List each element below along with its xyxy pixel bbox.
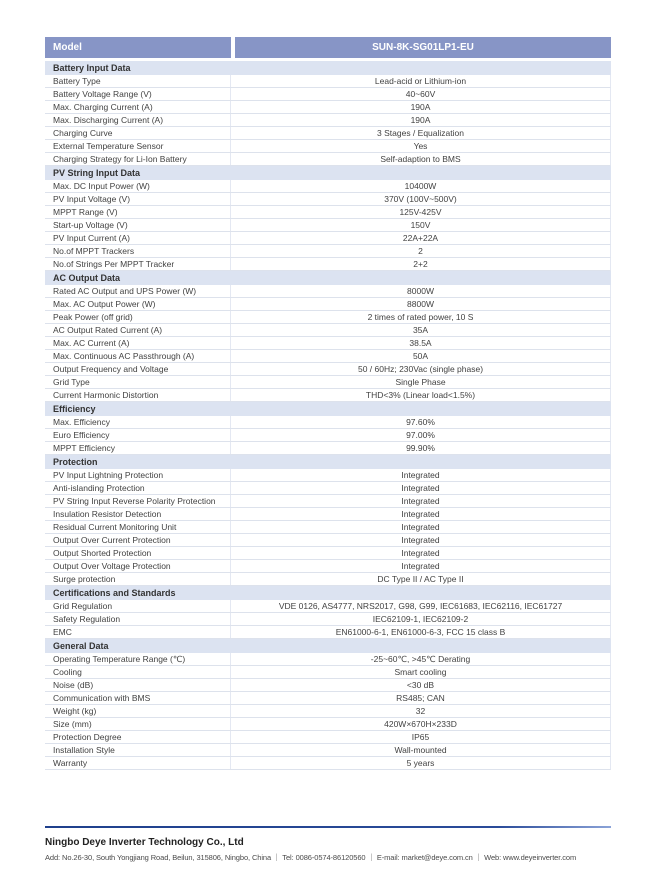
spec-row-label: PV String Input Reverse Polarity Protection bbox=[45, 495, 231, 507]
model-header-row bbox=[45, 37, 611, 58]
spec-row-value: Integrated bbox=[401, 470, 440, 480]
spec-row-label: No.of Strings Per MPPT Tracker bbox=[45, 258, 231, 270]
spec-row-label: Weight (kg) bbox=[45, 705, 231, 717]
spec-row bbox=[45, 495, 611, 508]
spec-row-label: PV Input Lightning Protection bbox=[45, 469, 231, 481]
spec-row bbox=[45, 363, 611, 376]
spec-row bbox=[45, 140, 611, 153]
spec-row bbox=[45, 705, 611, 718]
model-header-value: SUN-8K-SG01LP1-EU bbox=[235, 37, 611, 58]
company-name: Ningbo Deye Inverter Technology Co., Ltd bbox=[45, 837, 244, 848]
spec-row bbox=[45, 232, 611, 245]
spec-row-value: 38.5A bbox=[409, 338, 432, 348]
model-header-label: Model bbox=[45, 37, 231, 58]
spec-row-value: 8800W bbox=[407, 299, 434, 309]
spec-row bbox=[45, 757, 611, 770]
spec-row bbox=[45, 193, 611, 206]
spec-row-value: Integrated bbox=[401, 535, 440, 545]
spec-row-label: Max. DC Input Power (W) bbox=[45, 180, 231, 192]
spec-row-value: 370V (100V~500V) bbox=[384, 194, 457, 204]
spec-row-label: Current Harmonic Distortion bbox=[45, 389, 231, 401]
spec-row bbox=[45, 324, 611, 337]
section-header: Certifications and Standards bbox=[45, 586, 611, 600]
spec-row bbox=[45, 75, 611, 88]
spec-row bbox=[45, 245, 611, 258]
spec-row bbox=[45, 88, 611, 101]
spec-row-value: Integrated bbox=[401, 548, 440, 558]
spec-row-value: 10400W bbox=[404, 181, 437, 191]
section-header: Battery Input Data bbox=[45, 61, 611, 75]
spec-row-value: Self-adaption to BMS bbox=[380, 154, 461, 164]
spec-row-value: RS485; CAN bbox=[396, 693, 445, 703]
section-header: PV String Input Data bbox=[45, 166, 611, 180]
spec-row-label: Noise (dB) bbox=[45, 679, 231, 691]
spec-row-label: Max. Continuous AC Passthrough (A) bbox=[45, 350, 231, 362]
spec-row-value: -25~60℃, >45℃ Derating bbox=[370, 653, 471, 664]
spec-row bbox=[45, 298, 611, 311]
spec-row-value: Smart cooling bbox=[394, 667, 447, 677]
spec-row-label: AC Output Rated Current (A) bbox=[45, 324, 231, 336]
spec-row-value: 50A bbox=[412, 351, 429, 361]
spec-row bbox=[45, 573, 611, 586]
spec-row-label: PV Input Current (A) bbox=[45, 232, 231, 244]
spec-row-label: PV Input Voltage (V) bbox=[45, 193, 231, 205]
footer-divider bbox=[45, 826, 611, 828]
spec-row-value: Integrated bbox=[401, 522, 440, 532]
spec-row-label: Installation Style bbox=[45, 744, 231, 756]
spec-row-label: Insulation Resistor Detection bbox=[45, 508, 231, 520]
spec-row-value: Lead-acid or Lithium-ion bbox=[374, 76, 467, 86]
spec-row bbox=[45, 337, 611, 350]
spec-row-value: 190A bbox=[410, 115, 431, 125]
spec-row-value: 97.00% bbox=[406, 430, 435, 440]
spec-row bbox=[45, 153, 611, 166]
spec-row-label: Max. AC Output Power (W) bbox=[45, 298, 231, 310]
spec-row-label: Safety Regulation bbox=[45, 613, 231, 625]
spec-row-value: 2+2 bbox=[413, 259, 428, 269]
spec-row-label: Max. Efficiency bbox=[45, 416, 231, 428]
spec-row-value: IP65 bbox=[411, 732, 430, 742]
spec-row-label: Rated AC Output and UPS Power (W) bbox=[45, 285, 231, 297]
spec-row bbox=[45, 258, 611, 271]
spec-row-label: Max. Charging Current (A) bbox=[45, 101, 231, 113]
spec-row bbox=[45, 101, 611, 114]
spec-row-value: Yes bbox=[413, 141, 428, 151]
spec-row-label: Charging Curve bbox=[45, 127, 231, 139]
spec-row bbox=[45, 600, 611, 613]
spec-row bbox=[45, 534, 611, 547]
spec-row-value: 99.90% bbox=[406, 443, 435, 453]
spec-row-label: Output Frequency and Voltage bbox=[45, 363, 231, 375]
spec-row-value: 97.60% bbox=[406, 417, 435, 427]
spec-row-label: No.of MPPT Trackers bbox=[45, 245, 231, 257]
spec-sheet bbox=[45, 37, 611, 770]
spec-row bbox=[45, 508, 611, 521]
spec-row-label: Anti-islanding Protection bbox=[45, 482, 231, 494]
spec-row bbox=[45, 442, 611, 455]
spec-row bbox=[45, 731, 611, 744]
spec-row-value: DC Type II / AC Type II bbox=[377, 574, 464, 584]
spec-row-label: Surge protection bbox=[45, 573, 231, 585]
spec-row bbox=[45, 180, 611, 193]
spec-row-label: Operating Temperature Range (℃) bbox=[45, 653, 231, 665]
spec-row-label: Residual Current Monitoring Unit bbox=[45, 521, 231, 533]
spec-row-label: Max. AC Current (A) bbox=[45, 337, 231, 349]
spec-row bbox=[45, 389, 611, 402]
spec-row-value: IEC62109-1, IEC62109-2 bbox=[372, 614, 469, 624]
spec-row bbox=[45, 482, 611, 495]
spec-row-value: <30 dB bbox=[406, 680, 435, 690]
spec-row-label: MPPT Efficiency bbox=[45, 442, 231, 454]
spec-row bbox=[45, 311, 611, 324]
spec-row-value: 40~60V bbox=[405, 89, 436, 99]
spec-row-label: Peak Power (off grid) bbox=[45, 311, 231, 323]
spec-row-value: 5 years bbox=[406, 758, 435, 768]
spec-row bbox=[45, 653, 611, 666]
spec-row bbox=[45, 219, 611, 232]
spec-row bbox=[45, 416, 611, 429]
section-header: Protection bbox=[45, 455, 611, 469]
spec-row-label: Output Over Voltage Protection bbox=[45, 560, 231, 572]
spec-row-value: 125V-425V bbox=[399, 207, 442, 217]
spec-row-value: 420W×670H×233D bbox=[384, 719, 457, 729]
spec-row bbox=[45, 547, 611, 560]
spec-row-value: Integrated bbox=[401, 483, 440, 493]
spec-row-value: Integrated bbox=[401, 496, 440, 506]
spec-row-value: 2 bbox=[418, 246, 423, 256]
spec-row-value: 150V bbox=[410, 220, 431, 230]
spec-row-label: Grid Type bbox=[45, 376, 231, 388]
spec-row-label: Warranty bbox=[45, 757, 231, 769]
spec-row-label: Charging Strategy for Li-Ion Battery bbox=[45, 153, 231, 165]
page-footer bbox=[45, 826, 611, 863]
spec-row-label: EMC bbox=[45, 626, 231, 638]
spec-row-value: 35A bbox=[412, 325, 429, 335]
spec-row-value: VDE 0126, AS4777, NRS2017, G98, G99, IEC61683, IEC62116, IEC61727 bbox=[278, 601, 563, 611]
spec-row-label: MPPT Range (V) bbox=[45, 206, 231, 218]
spec-row bbox=[45, 376, 611, 389]
spec-row-value: 190A bbox=[410, 102, 431, 112]
spec-row-label: Communication with BMS bbox=[45, 692, 231, 704]
spec-row-value: Integrated bbox=[401, 561, 440, 571]
spec-row-label: Battery Voltage Range (V) bbox=[45, 88, 231, 100]
spec-row bbox=[45, 469, 611, 482]
spec-row bbox=[45, 666, 611, 679]
spec-row-label: Output Shorted Protection bbox=[45, 547, 231, 559]
spec-row bbox=[45, 429, 611, 442]
spec-row bbox=[45, 613, 611, 626]
section-header: AC Output Data bbox=[45, 271, 611, 285]
spec-row-value: Wall-mounted bbox=[394, 745, 447, 755]
spec-row-value: 32 bbox=[415, 706, 426, 716]
spec-row-label: Output Over Current Protection bbox=[45, 534, 231, 546]
spec-row-value: 2 times of rated power, 10 S bbox=[367, 312, 474, 322]
spec-row-value: Single Phase bbox=[395, 377, 446, 387]
spec-row-label: Battery Type bbox=[45, 75, 231, 87]
spec-row-label: Grid Regulation bbox=[45, 600, 231, 612]
spec-table bbox=[45, 61, 611, 770]
spec-row-label: External Temperature Sensor bbox=[45, 140, 231, 152]
spec-row bbox=[45, 679, 611, 692]
spec-row-label: Start-up Voltage (V) bbox=[45, 219, 231, 231]
spec-row bbox=[45, 692, 611, 705]
spec-row-label: Cooling bbox=[45, 666, 231, 678]
spec-row bbox=[45, 127, 611, 140]
spec-row bbox=[45, 744, 611, 757]
spec-row bbox=[45, 521, 611, 534]
section-header: Efficiency bbox=[45, 402, 611, 416]
spec-row-value: 3 Stages / Equalization bbox=[377, 128, 464, 138]
spec-row-value: EN61000-6-1, EN61000-6-3, FCC 15 class B bbox=[335, 627, 506, 637]
spec-row-value: THD<3% (Linear load<1.5%) bbox=[365, 390, 476, 400]
spec-row-label: Euro Efficiency bbox=[45, 429, 231, 441]
spec-row-label: Protection Degree bbox=[45, 731, 231, 743]
spec-row-label: Max. Discharging Current (A) bbox=[45, 114, 231, 126]
spec-row bbox=[45, 718, 611, 731]
spec-row bbox=[45, 285, 611, 298]
spec-row-value: 22A+22A bbox=[402, 233, 439, 243]
spec-row-label: Size (mm) bbox=[45, 718, 231, 730]
spec-row bbox=[45, 560, 611, 573]
spec-row-value: 8000W bbox=[407, 286, 434, 296]
section-header: General Data bbox=[45, 639, 611, 653]
spec-row-value: 50 / 60Hz; 230Vac (single phase) bbox=[357, 364, 484, 374]
spec-row bbox=[45, 206, 611, 219]
spec-row bbox=[45, 114, 611, 127]
spec-row bbox=[45, 350, 611, 363]
company-address: Add: No.26-30, South Yongjiang Road, Beilun, 315806, Ningbo, China ｜ Tel: 0086-0574-86120560 ｜ E-mail: market@deye.com.cn ｜ Web: www.deyeinverter.com bbox=[45, 853, 577, 862]
spec-row-value: Integrated bbox=[401, 509, 440, 519]
spec-row bbox=[45, 626, 611, 639]
